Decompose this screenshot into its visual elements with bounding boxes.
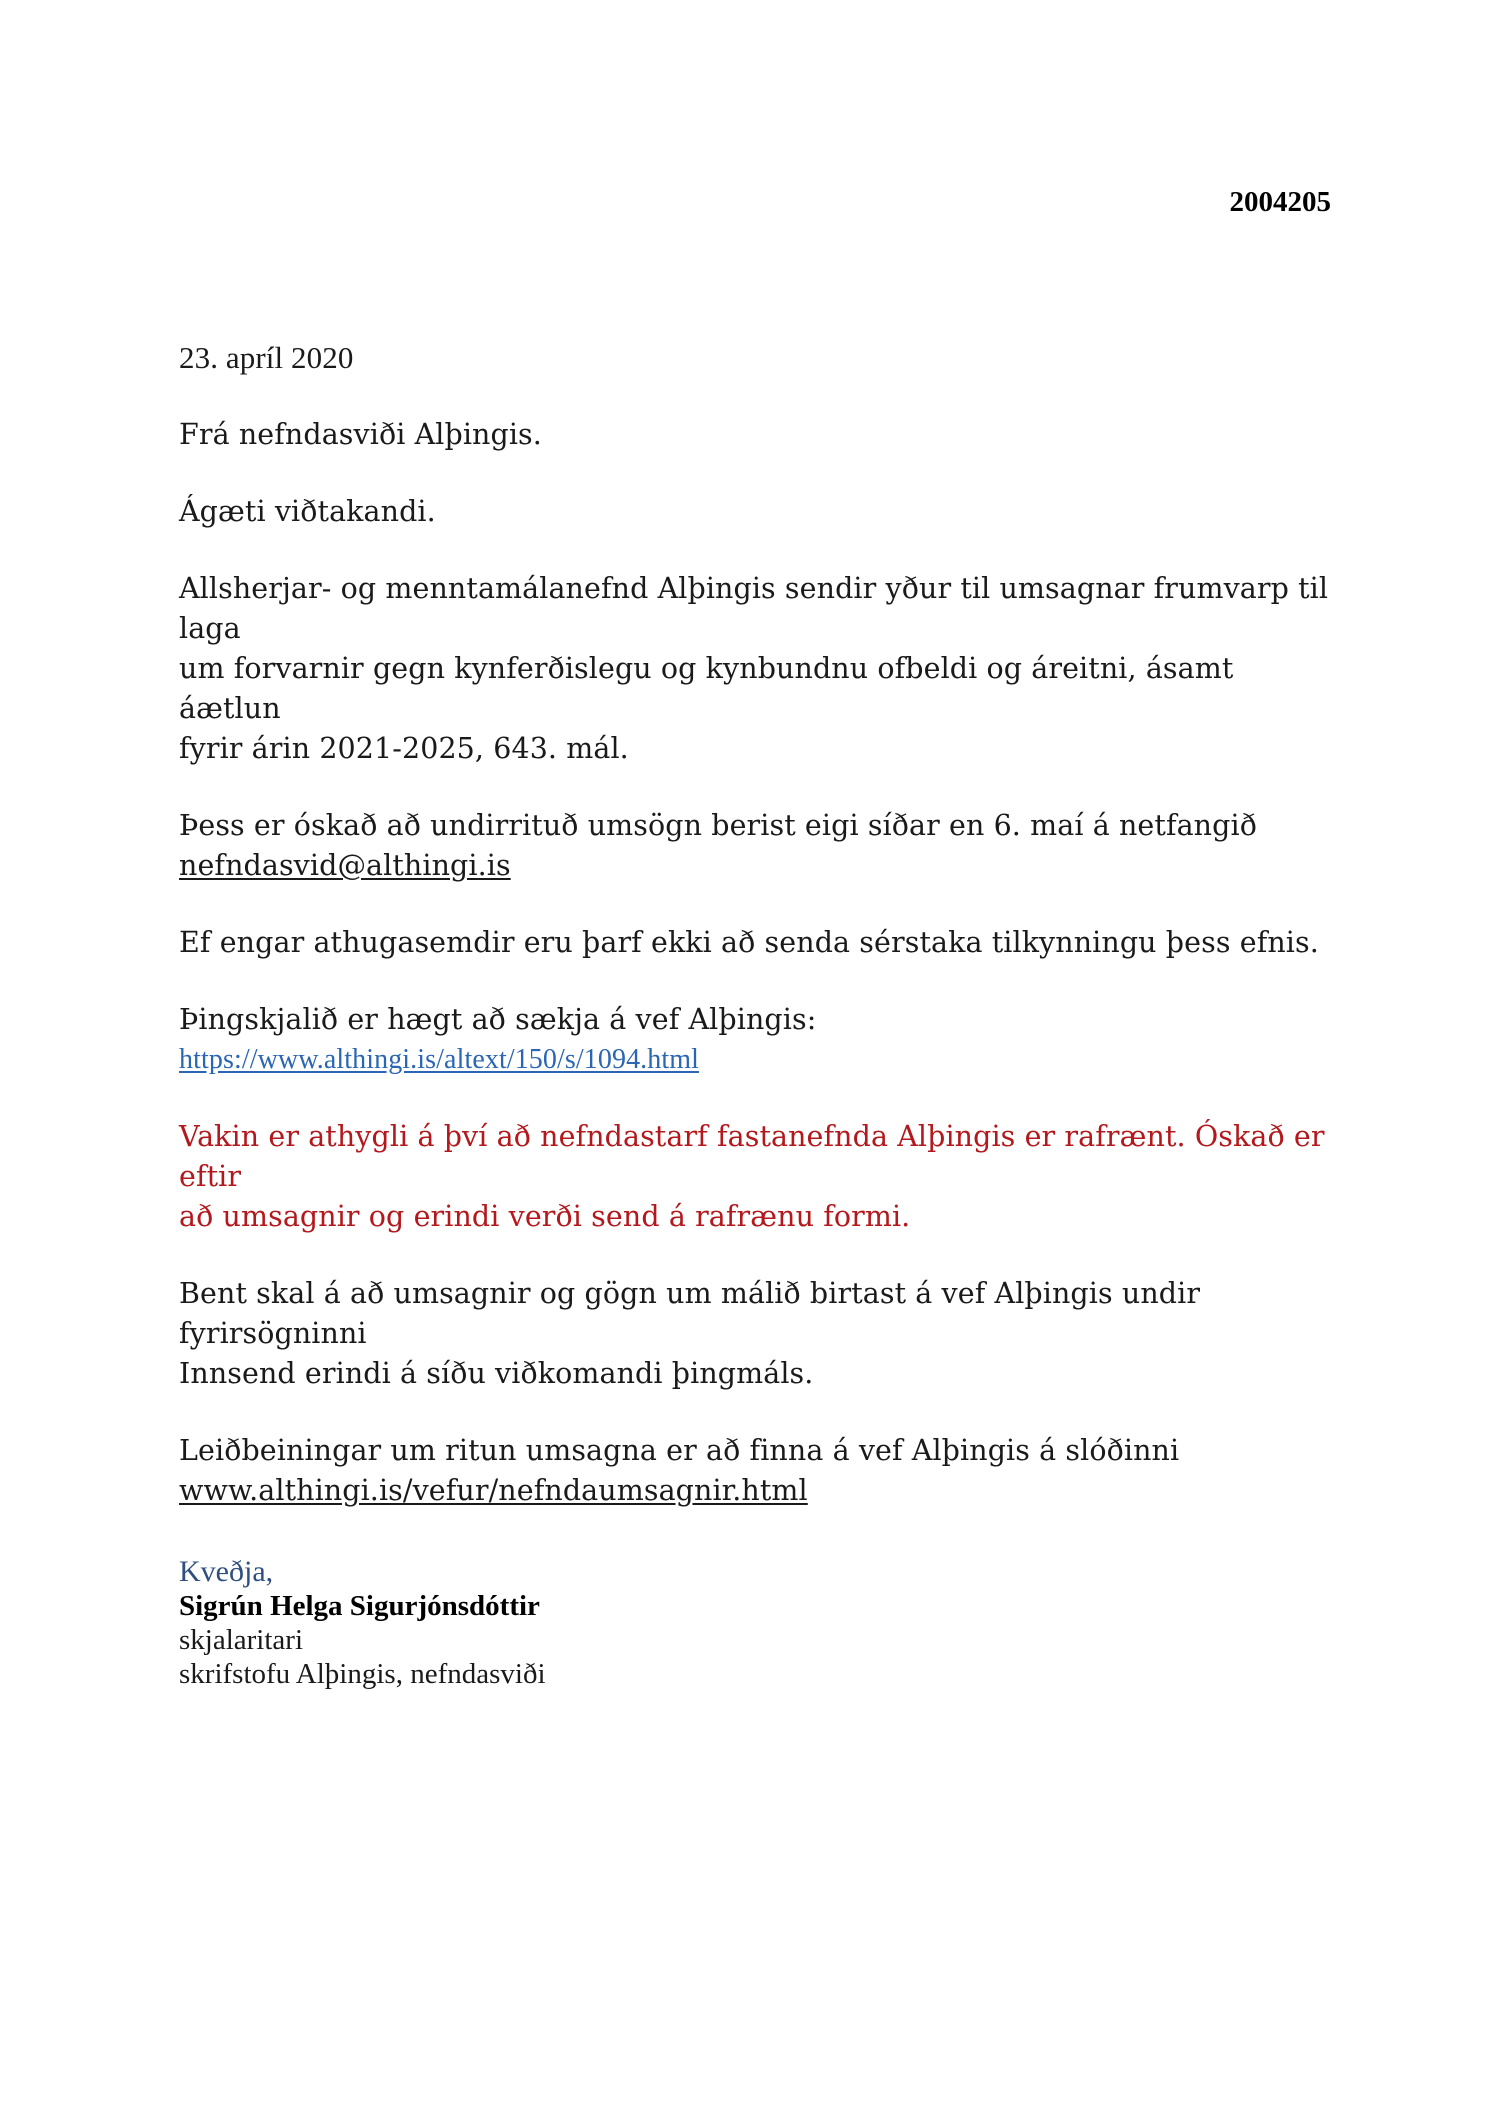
paragraph-line: Innsend erindi á síðu viðkomandi þingmáls. [179, 1357, 814, 1390]
paragraph-publication [179, 1274, 1339, 1394]
signature-block [179, 1555, 1339, 1691]
paragraph-request [179, 569, 1339, 769]
letter-from: Frá nefndasviði Alþingis. [179, 418, 542, 451]
paragraph-line: Bent skal á að umsagnir og gögn um málið birtast á vef Alþingis undir fyrirsögninni [179, 1277, 1201, 1350]
notice-line: Vakin er athygli á því að nefndastarf fastanefnda Alþingis er rafrænt. Óskað er eftir [179, 1120, 1325, 1193]
letter-body [179, 338, 1339, 1691]
document-number: 2004205 [1229, 186, 1331, 218]
paragraph-no-remarks: Ef engar athugasemdir eru þarf ekki að senda sérstaka tilkynningu þess efnis. [179, 926, 1319, 959]
deadline-text: Þess er óskað að undirrituð umsögn berist eigi síðar en 6. maí á netfangið [179, 809, 1257, 842]
document-url-link[interactable]: https://www.althingi.is/altext/150/s/1094.html [179, 1044, 700, 1075]
electronic-notice [179, 1117, 1339, 1237]
closing-greeting: Kveðja, [179, 1555, 274, 1588]
email-link[interactable]: nefndasvid@althingi.is [179, 849, 511, 882]
signer-title: skjalaritari [179, 1624, 304, 1656]
paragraph-line: fyrir árin 2021-2025, 643. mál. [179, 732, 629, 765]
paragraph-line: um forvarnir gegn kynferðislegu og kynbundnu ofbeldi og áreitni, ásamt áætlun [179, 652, 1234, 725]
letter-date: 23. apríl 2020 [179, 340, 354, 375]
signer-department: skrifstofu Alþingis, nefndasviði [179, 1658, 546, 1690]
paragraph-document-link [179, 1000, 1339, 1080]
document-link-text: Þingskjalið er hægt að sækja á vef Alþingis: [179, 1003, 817, 1036]
paragraph-line: Allsherjar- og menntamálanefnd Alþingis sendir yður til umsagnar frumvarp til laga [179, 572, 1329, 645]
guidelines-text: Leiðbeiningar um ritun umsagna er að finna á vef Alþingis á slóðinni [179, 1434, 1180, 1467]
paragraph-guidelines [179, 1431, 1339, 1511]
guidelines-link[interactable]: www.althingi.is/vefur/nefndaumsagnir.html [179, 1474, 808, 1507]
paragraph-deadline [179, 806, 1339, 886]
signer-name: Sigrún Helga Sigurjónsdóttir [179, 1590, 540, 1622]
salutation: Ágæti viðtakandi. [179, 495, 436, 528]
notice-line: að umsagnir og erindi verði send á rafrænu formi. [179, 1200, 911, 1233]
